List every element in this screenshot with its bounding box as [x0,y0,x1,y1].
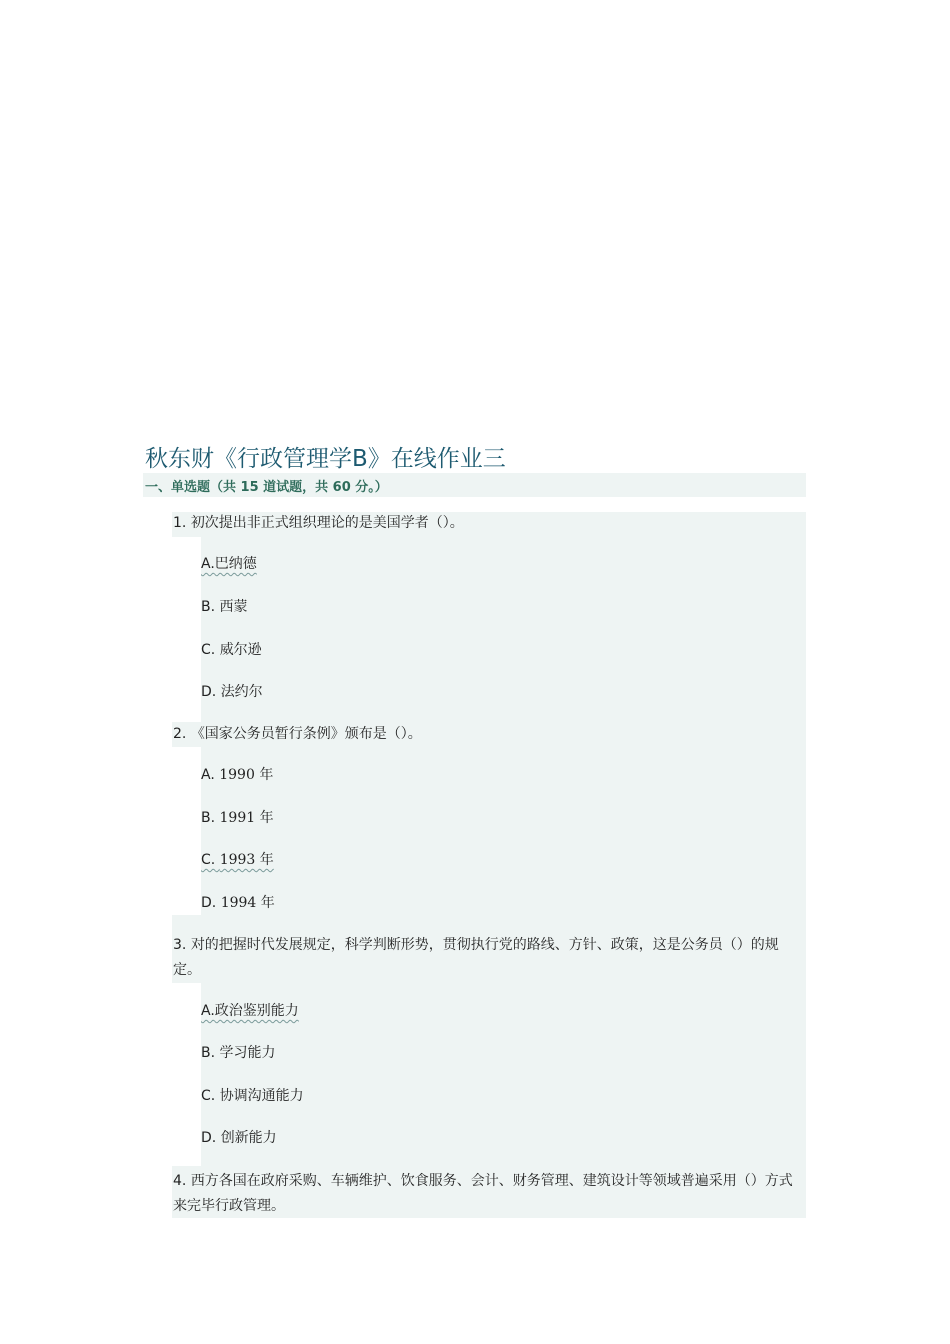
option-3c[interactable] [201,1086,304,1106]
question-2 [173,722,805,747]
option-text: 1991 年 [219,810,274,826]
option-text: 1993 年 [219,852,274,868]
option-letter: A. [201,767,215,783]
option-1c[interactable] [201,640,262,660]
option-letter: C. [201,852,216,868]
document-title: 秋东财《行政管理学B》在线作业三 [145,446,506,472]
option-letter: A. [201,556,215,572]
option-2b[interactable] [201,808,274,828]
question-3 [173,933,805,983]
option-text: 政治鉴别能力 [214,1003,299,1019]
option-3d[interactable] [201,1128,277,1148]
question-number: 2. [173,726,187,742]
option-2d[interactable] [201,893,275,913]
option-text: 巴纳德 [214,556,257,572]
question-number: 3. [173,937,187,953]
option-text: 创新能力 [220,1130,277,1146]
question-number: 1. [173,515,187,531]
option-2a[interactable] [201,765,273,785]
option-1d[interactable] [201,682,263,702]
question-1 [173,511,805,536]
option-3b[interactable] [201,1043,276,1063]
option-letter: B. [201,1045,216,1061]
option-text: 西蒙 [219,599,248,615]
option-3a[interactable] [201,1001,299,1021]
panel-gap [172,537,201,722]
option-letter: B. [201,810,216,826]
option-text: 学习能力 [219,1045,276,1061]
panel-gap [172,983,201,1166]
panel-gap [172,747,201,915]
option-text: 1994 年 [220,895,275,911]
option-letter: D. [201,684,217,700]
question-4 [173,1169,805,1219]
option-letter: C. [201,642,216,658]
option-letter: C. [201,1088,216,1104]
option-letter: A. [201,1003,215,1019]
option-1a[interactable] [201,554,257,574]
option-letter: D. [201,895,217,911]
option-text: 1990 年 [219,767,274,783]
option-letter: B. [201,599,216,615]
question-text: 对的把握时代发展规定，科学判断形势，贯彻执行党的路线、方针、政策，这是公务员（）的规定。 [173,937,779,978]
option-1b[interactable] [201,597,248,617]
option-text: 威尔逊 [219,642,262,658]
question-text: 初次提出非正式组织理论的是美国学者（）。 [190,515,464,531]
option-text: 协调沟通能力 [219,1088,304,1104]
section-title: 一、单选题（共 15 道试题，共 60 分。） [145,480,388,495]
question-number: 4. [173,1173,187,1189]
option-2c[interactable] [201,850,274,870]
option-text: 法约尔 [220,684,263,700]
option-letter: D. [201,1130,217,1146]
question-text: 西方各国在政府采购、车辆维护、饮食服务、会计、财务管理、建筑设计等领域普遍采用（）方式来完毕行政管理。 [173,1173,793,1214]
question-text: 《国家公务员暂行条例》颁布是（）。 [190,726,422,742]
